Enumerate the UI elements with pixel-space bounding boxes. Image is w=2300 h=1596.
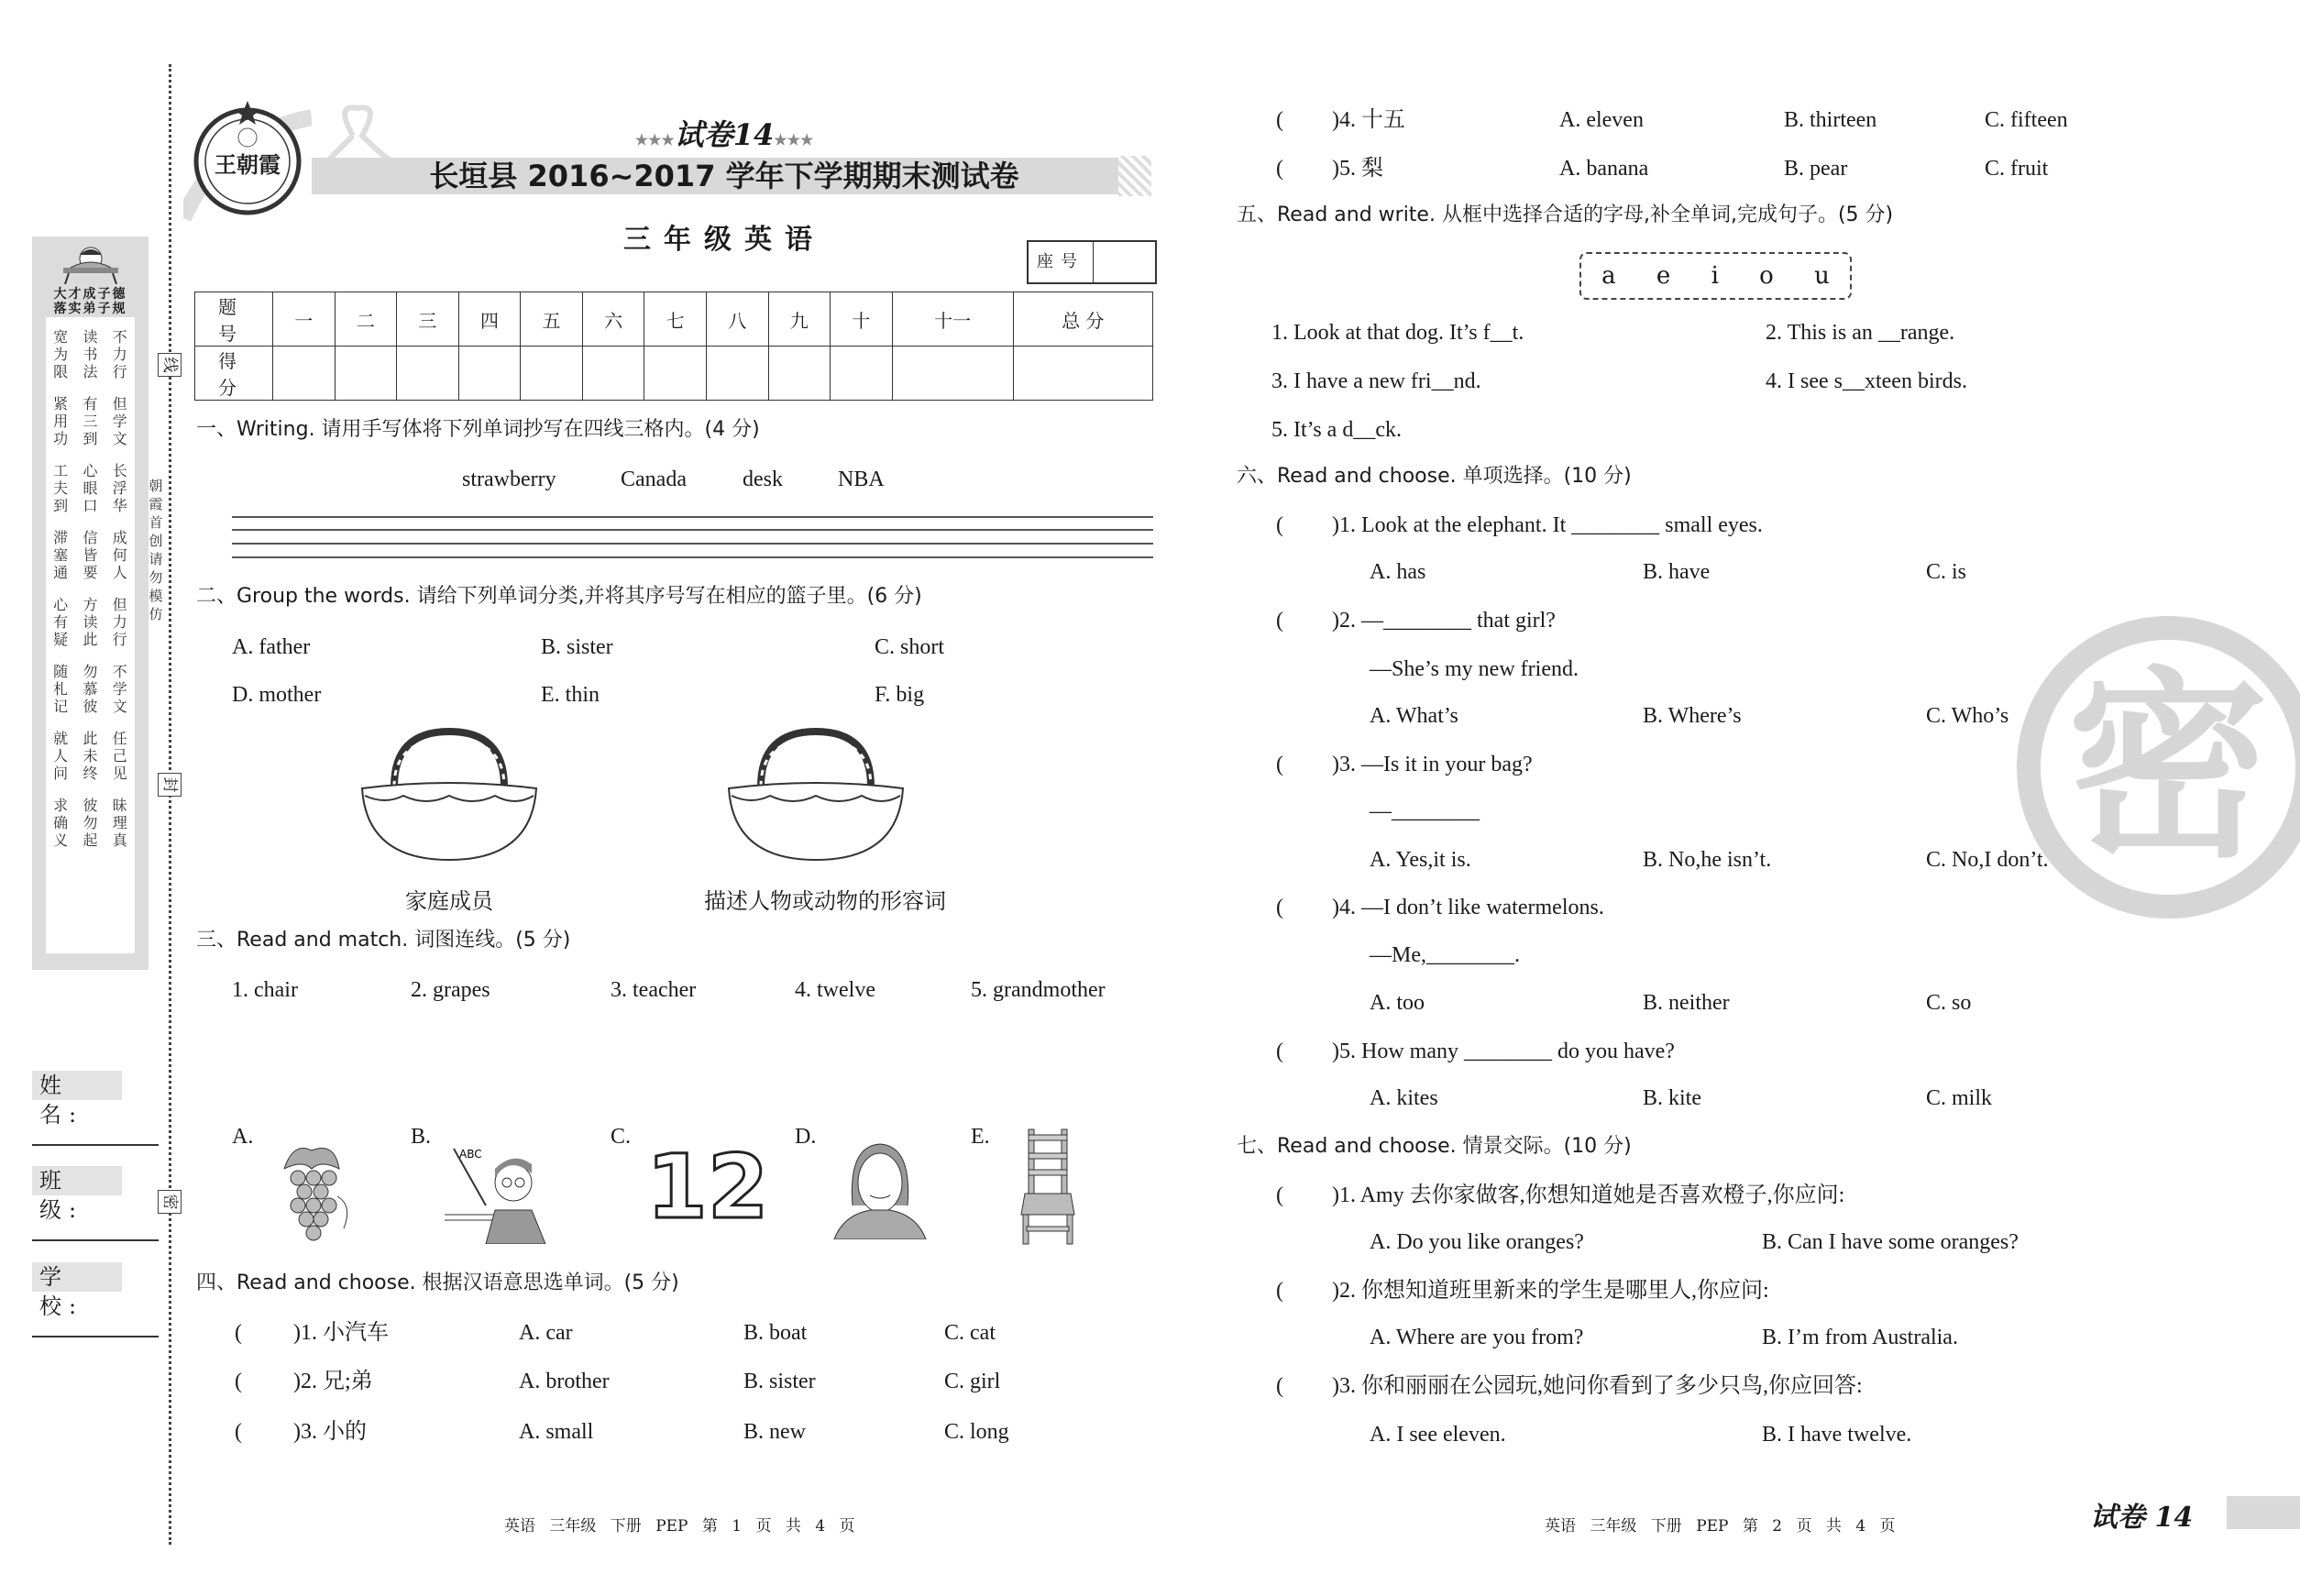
poem-column: 成何人 [112, 529, 127, 581]
poem-column: 勿慕彼 [83, 663, 98, 715]
motto-line: 落实弟子规 [53, 302, 127, 316]
option-c: C. long [944, 1420, 1009, 1444]
score-cell[interactable] [397, 347, 459, 401]
exam-subtitle: 三年级英语 [623, 224, 825, 256]
option: B. Where’s [1643, 704, 1742, 728]
poem-column: 此未终 [83, 730, 98, 782]
option-b: B. boat [743, 1321, 808, 1345]
question-text: )3. 你和丽丽在公园玩,她问你看到了多少只鸟,你应回答: [1332, 1374, 1863, 1398]
poem-column: 昧理真 [112, 797, 127, 849]
option: B. No,he isn’t. [1643, 848, 1772, 872]
question-text: )3. 小的 [293, 1420, 367, 1444]
motto-line: 大才成子德 [53, 287, 127, 302]
option: B. kite [1643, 1086, 1701, 1110]
option: A. kites [1370, 1086, 1438, 1110]
answer-paren-field[interactable]: ( [235, 1321, 242, 1345]
poem-column: 方读此 [83, 596, 98, 648]
basket-family-icon[interactable] [358, 722, 541, 869]
picture-letter: A. [232, 1125, 254, 1149]
page-footer: 英语 三年级 下册 PEP 第 1 页 共 4 页 [504, 1517, 855, 1535]
answer-paren-field[interactable]: ( [1276, 753, 1283, 776]
word-option: A. father [232, 635, 311, 659]
class-field[interactable] [32, 1239, 159, 1241]
corner-band [2227, 1496, 2300, 1529]
question-text: )1. Amy 去你家做客,你想知道她是否喜欢橙子,你应问: [1332, 1183, 1845, 1207]
poem-column: 随札记 [53, 663, 69, 715]
reply-text: —Me,________. [1370, 943, 1520, 967]
number-twelve-picture[interactable]: 12 [646, 1136, 769, 1238]
letter-choice-box [1579, 252, 1852, 300]
poem-column: 但力行 [112, 596, 127, 648]
letter: i [1711, 262, 1719, 290]
question-text: )2. 你想知道班里新来的学生是哪里人,你应问: [1332, 1279, 1769, 1303]
match-word[interactable]: 4. twelve [795, 978, 875, 1002]
option-c: C. cat [944, 1321, 996, 1345]
publisher-logo [183, 99, 312, 223]
copyright-note: 朝霞首创 请勿模仿 [149, 478, 163, 622]
answer-paren-field[interactable]: ( [1276, 1183, 1283, 1207]
question-number-cell: 九 [768, 292, 831, 347]
score-table [194, 292, 1153, 401]
option: C. milk [1926, 1086, 1993, 1110]
option: B. neither [1643, 991, 1730, 1015]
writing-line[interactable] [232, 516, 1153, 518]
score-cell[interactable] [644, 347, 707, 401]
poem-stanza [46, 328, 135, 380]
poem-stanza [46, 797, 135, 849]
letter: o [1759, 262, 1774, 290]
option: A. What’s [1370, 704, 1458, 728]
question-number-cell: 总 分 [1013, 292, 1152, 347]
word-option: B. sister [541, 635, 613, 659]
option: A. has [1370, 560, 1426, 584]
score-label: 得 分 [195, 347, 273, 401]
question-text: )5. 梨 [1332, 157, 1383, 181]
option: A. Where are you from? [1370, 1326, 1584, 1349]
seat-number-box [1027, 240, 1157, 284]
poem-column: 但学文 [112, 395, 127, 447]
section-4-heading: 四、Read and choose. 根据汉语意思选单词。(5 分) [196, 1271, 679, 1294]
question-text: )4. —I don’t like watermelons. [1332, 896, 1604, 919]
answer-paren-field[interactable]: ( [235, 1370, 242, 1393]
section-5-heading: 五、Read and write. 从框中选择合适的字母,补全单词,完成句子。(5 分) [1237, 204, 1894, 226]
picture-letter: E. [971, 1125, 990, 1149]
picture-letter: B. [411, 1125, 432, 1149]
option: C. so [1926, 991, 1972, 1015]
chair-picture[interactable] [1018, 1128, 1082, 1245]
paper-number: 14 [732, 117, 775, 152]
teacher-picture[interactable] [445, 1141, 550, 1244]
letter: a [1601, 262, 1616, 290]
option-c: C. fifteen [1985, 108, 2068, 132]
option-b: B. pear [1784, 157, 1848, 181]
poem-column: 不力行 [112, 328, 127, 380]
option-a: A. car [519, 1321, 573, 1345]
poem-stanza [46, 529, 135, 581]
poem-column: 不学文 [112, 663, 127, 715]
answer-paren-field[interactable]: ( [1276, 896, 1283, 919]
option: A. Yes,it is. [1370, 848, 1471, 872]
student-cartoon-icon [58, 244, 124, 284]
option-b: B. thirteen [1784, 108, 1877, 132]
score-cell[interactable] [335, 347, 397, 401]
question-number-cell: 十 [831, 292, 893, 347]
question-text: )2. —________ that girl? [1332, 609, 1556, 633]
picture-letter: D. [795, 1125, 817, 1149]
score-cell[interactable] [582, 347, 644, 401]
option: A. Do you like oranges? [1370, 1230, 1584, 1254]
option: C. is [1926, 560, 1967, 584]
match-word[interactable]: 3. teacher [611, 978, 697, 1002]
option-c: C. girl [944, 1370, 1001, 1393]
sidebar-motto-panel [32, 237, 149, 970]
option-b: B. new [743, 1420, 806, 1444]
answer-paren-field[interactable]: ( [1276, 157, 1283, 181]
binding-mark: 封 [158, 773, 182, 797]
star-icon: ★★★ [634, 131, 675, 149]
binding-dotted-line [169, 64, 171, 1545]
seat-number-field[interactable] [1094, 242, 1155, 282]
option-b: B. sister [743, 1370, 816, 1393]
poem-stanza [46, 730, 135, 782]
board-text: ABC [459, 1148, 482, 1161]
poem-column: 信皆要 [83, 529, 98, 581]
secret-watermark: 密 [2017, 616, 2300, 919]
question-number-cell: 二 [335, 292, 397, 347]
page-footer: 英语 三年级 下册 PEP 第 2 页 共 4 页 [1545, 1517, 1896, 1535]
option: A. I see eleven. [1370, 1423, 1506, 1447]
basket-adjective-icon[interactable] [724, 722, 908, 869]
option: B. I have twelve. [1762, 1423, 1912, 1447]
fill-sentence: 2. This is an __range. [1766, 321, 1955, 345]
option-c: C. fruit [1985, 157, 2049, 181]
grandmother-picture[interactable] [830, 1137, 930, 1239]
question-number-cell: 八 [706, 292, 768, 347]
writing-line[interactable] [232, 556, 1153, 558]
question-text: )5. How many ________ do you have? [1332, 1040, 1675, 1063]
question-number-cell: 五 [521, 292, 583, 347]
poem-stanza [46, 663, 135, 715]
question-number-label: 题 号 [195, 292, 273, 347]
question-number-cell: 三 [397, 292, 459, 347]
binding-mark: 线 [158, 353, 182, 377]
option-a: A. banana [1559, 157, 1649, 181]
poem-stanza [46, 462, 135, 514]
section-7-heading: 七、Read and choose. 情景交际。(10 分) [1237, 1135, 1632, 1158]
picture-letter: C. [611, 1125, 632, 1149]
word-option: F. big [875, 683, 925, 707]
score-cell[interactable] [1013, 347, 1152, 401]
answer-paren-field[interactable]: ( [1276, 513, 1283, 537]
poem-column: 紧用功 [53, 395, 69, 447]
question-text: )3. —Is it in your bag? [1332, 753, 1533, 776]
name-field[interactable] [32, 1144, 159, 1146]
copy-word: desk [743, 468, 783, 491]
answer-paren-field[interactable]: ( [1276, 1040, 1283, 1063]
paper-number-heading [495, 112, 953, 154]
poem-column: 滞塞通 [53, 529, 69, 581]
fill-sentence: 1. Look at that dog. It’s f__t. [1271, 321, 1524, 345]
school-label: 学 校: [32, 1262, 122, 1292]
score-cell[interactable] [521, 347, 583, 401]
poem-column: 任己见 [112, 730, 127, 782]
poem-stanza [46, 395, 135, 447]
poem-column: 彼勿起 [83, 797, 98, 849]
basket-label: 描述人物或动物的形容词 [704, 890, 946, 914]
answer-paren-field[interactable]: ( [235, 1420, 242, 1444]
score-cell[interactable] [706, 347, 768, 401]
poem-column: 心眼口 [83, 462, 98, 514]
option-a: A. small [519, 1420, 594, 1444]
question-number-cell: 六 [582, 292, 644, 347]
poem-column: 心有疑 [53, 596, 69, 648]
question-number-cell: 十一 [892, 292, 1013, 347]
fill-sentence: 5. It’s a d__ck. [1271, 418, 1402, 442]
option: B. I’m from Australia. [1762, 1326, 1958, 1349]
question-number-cell: 一 [273, 292, 336, 347]
question-number-cell: 四 [458, 292, 521, 347]
copy-word: strawberry [462, 468, 556, 491]
section-3-heading: 三、Read and match. 词图连线。(5 分) [196, 929, 571, 952]
corner-paper-number: 试卷 14 [2090, 1502, 2194, 1534]
score-cell[interactable] [831, 347, 893, 401]
svg-text:王朝霞: 王朝霞 [215, 151, 281, 178]
question-number-cell: 七 [644, 292, 707, 347]
poem-column: 读书法 [83, 328, 98, 380]
poem-column: 就人问 [53, 730, 69, 782]
section-1-heading: 一、Writing. 请用手写体将下列单词抄写在四线三格内。(4 分) [196, 418, 760, 441]
letter: u [1814, 262, 1830, 290]
copy-word: Canada [621, 468, 687, 491]
paper-label: 试卷 [674, 117, 733, 152]
poem-column: 工夫到 [53, 462, 69, 514]
question-text: )2. 兄;弟 [293, 1370, 373, 1393]
score-cell[interactable] [458, 347, 521, 401]
name-label: 姓 名: [32, 1071, 122, 1100]
dizigui-poem [46, 328, 135, 864]
section-6-heading: 六、Read and choose. 单项选择。(10 分) [1237, 465, 1632, 488]
reply-text: —She’s my new friend. [1370, 657, 1579, 681]
answer-paren-field[interactable]: ( [1276, 609, 1283, 633]
option: A. too [1370, 991, 1425, 1015]
question-text: )1. Look at the elephant. It ________ small eyes. [1332, 513, 1763, 537]
answer-paren-field[interactable]: ( [1276, 1374, 1283, 1398]
answer-paren-field[interactable]: ( [1276, 108, 1283, 132]
score-cell[interactable] [768, 347, 831, 401]
option: B. Can I have some oranges? [1762, 1230, 2019, 1254]
poem-box [46, 317, 135, 953]
match-word[interactable]: 1. chair [232, 978, 298, 1002]
writing-line[interactable] [232, 529, 1153, 531]
match-word[interactable]: 5. grandmother [971, 978, 1106, 1002]
school-field[interactable] [32, 1336, 159, 1337]
class-label: 班 级: [32, 1166, 122, 1195]
copy-word: NBA [838, 468, 885, 491]
word-option: C. short [875, 635, 945, 659]
letter: e [1656, 262, 1671, 290]
option-a: A. brother [519, 1370, 610, 1393]
score-cell[interactable] [892, 347, 1013, 401]
fill-sentence: 3. I have a new fri__nd. [1271, 369, 1481, 393]
exam-title: 长垣县 2016~2017 学年下学期期末测试卷 [429, 159, 1019, 193]
grapes-picture[interactable] [266, 1141, 358, 1247]
option-a: A. eleven [1559, 108, 1644, 132]
star-icon: ★★★ [774, 131, 814, 149]
word-option: E. thin [541, 683, 600, 707]
question-text: )4. 十五 [1332, 108, 1405, 132]
poem-column: 求确义 [53, 797, 69, 849]
option: C. No,I don’t. [1926, 848, 2049, 872]
match-word[interactable]: 2. grapes [411, 978, 490, 1002]
word-option: D. mother [232, 683, 322, 707]
poem-column: 有三到 [83, 395, 98, 447]
basket-label: 家庭成员 [405, 890, 493, 914]
poem-column: 宽为限 [53, 328, 69, 380]
poem-column: 长浮华 [112, 462, 127, 514]
writing-line[interactable] [232, 543, 1153, 545]
seat-label: 座号 [1029, 242, 1094, 282]
fill-sentence: 4. I see s__xteen birds. [1766, 369, 1967, 393]
question-text: )1. 小汽车 [293, 1321, 389, 1345]
binding-mark: 密 [158, 1190, 182, 1214]
score-cell[interactable] [273, 347, 336, 401]
poem-stanza [46, 596, 135, 648]
option: B. have [1643, 560, 1711, 584]
section-2-heading: 二、Group the words. 请给下列单词分类,并将其序号写在相应的篮子里。(6 分) [196, 585, 922, 608]
reply-text: —________ [1370, 799, 1480, 823]
option: C. Who’s [1926, 704, 2009, 728]
answer-paren-field[interactable]: ( [1276, 1279, 1283, 1303]
